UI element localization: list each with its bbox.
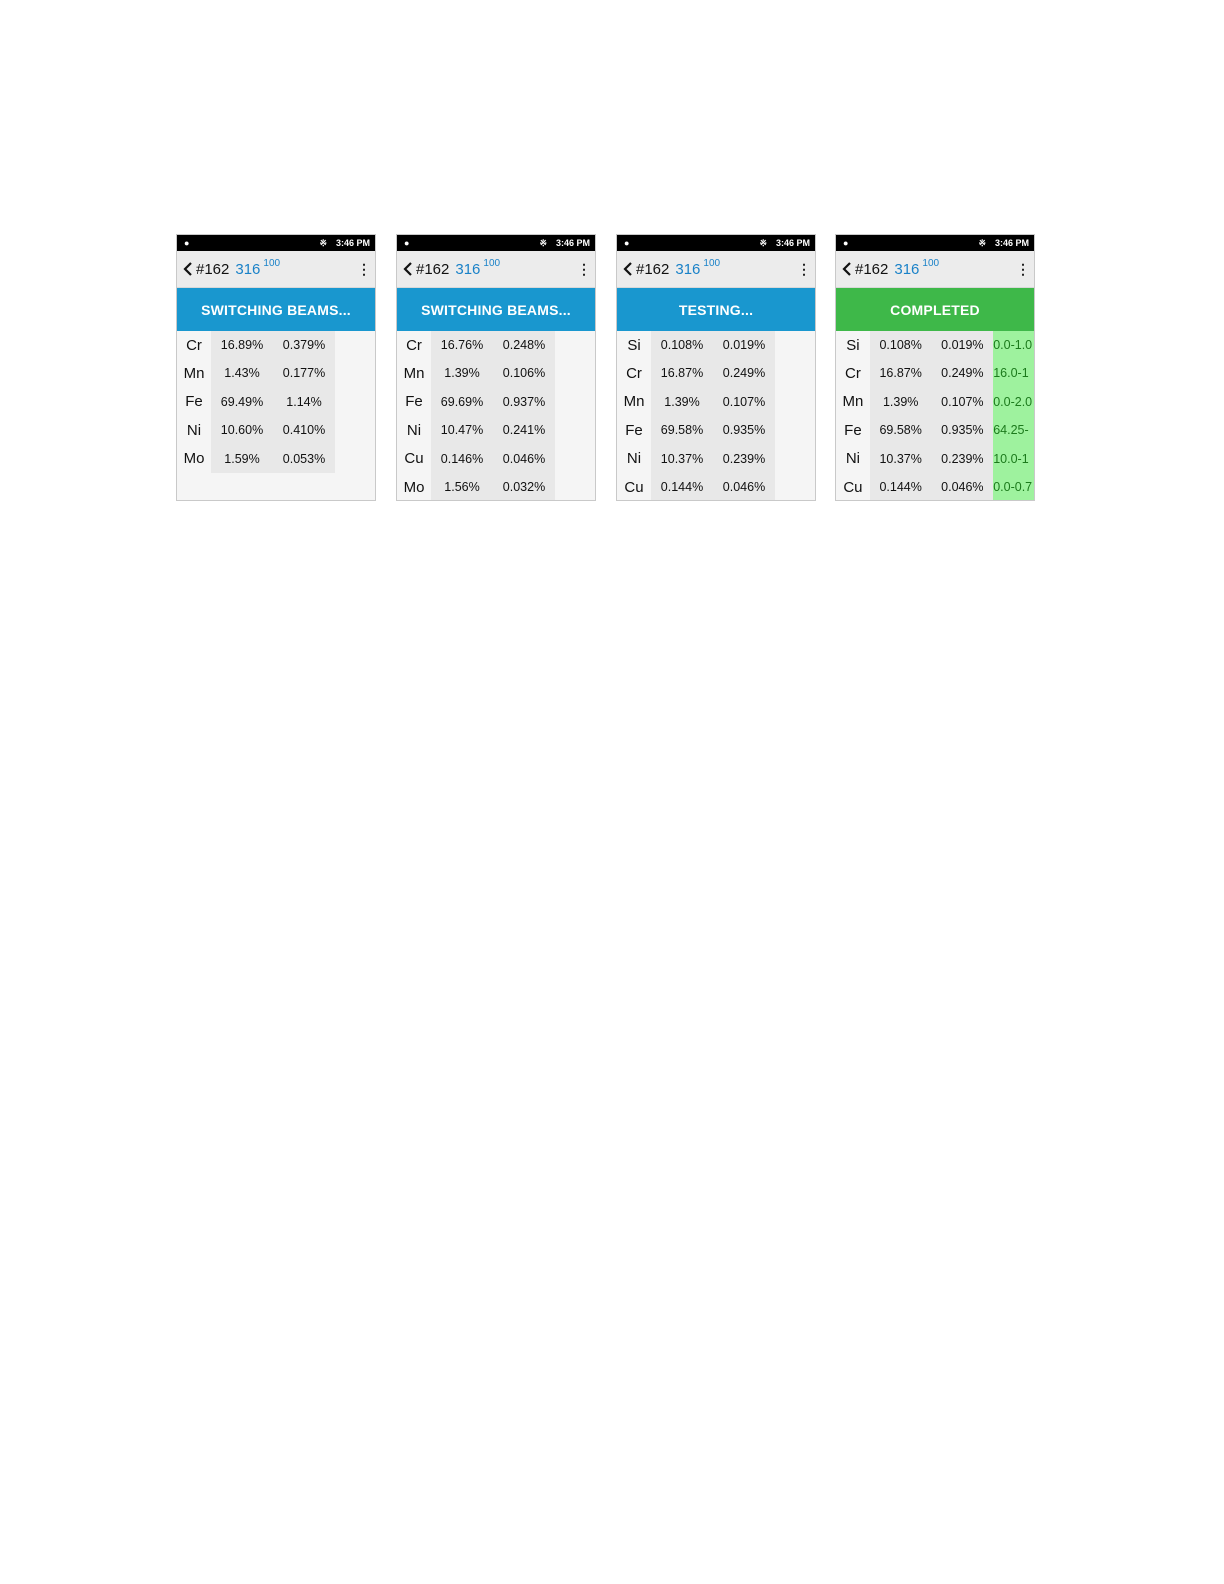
element-symbol: Si: [846, 336, 860, 354]
status-banner: [617, 288, 815, 331]
bluetooth-icon: ※: [978, 237, 986, 248]
status-bar: [397, 235, 595, 251]
error-value: 0.019%: [713, 331, 775, 359]
clock: 3:46 PM: [555, 238, 590, 248]
status-text: TESTING...: [678, 301, 754, 318]
element-symbol: Ni: [186, 421, 202, 439]
notification-icon: ●: [624, 238, 630, 248]
notification-icon: ●: [404, 238, 410, 248]
test-number: #162: [416, 260, 450, 278]
match-number: 100: [703, 257, 721, 269]
grade-name: 316: [675, 260, 701, 278]
table-row: [617, 359, 815, 387]
status-bar: [177, 235, 375, 251]
spec-range: 0.0-1.0: [993, 331, 1034, 359]
concentration: 16.89%: [211, 331, 273, 359]
table-row: [177, 416, 375, 444]
element-symbol: Cr: [845, 365, 861, 383]
spec-range: 10.0-1: [993, 445, 1034, 473]
concentration: 1.39%: [431, 359, 493, 387]
element-symbol: Cu: [843, 478, 863, 496]
concentration: 69.49%: [211, 388, 273, 416]
bluetooth-icon: ※: [759, 237, 767, 248]
bluetooth-icon: ※: [319, 237, 327, 248]
table-row: [397, 359, 595, 387]
concentration: 0.108%: [651, 331, 713, 359]
more-options-icon[interactable]: ⋮: [357, 260, 371, 277]
spec-range: 0.0-2.0: [993, 388, 1034, 416]
element-symbol: Mn: [623, 393, 645, 411]
grade-name: 316: [455, 260, 481, 278]
element-symbol: Si: [627, 336, 641, 354]
spec-range: 0.0-0.7: [993, 473, 1034, 501]
table-row: [177, 331, 375, 359]
table-row: [836, 331, 1034, 359]
concentration: 16.76%: [431, 331, 493, 359]
error-value: 0.019%: [932, 331, 994, 359]
device-screen-3: [616, 234, 816, 501]
element-symbol: Mo: [403, 478, 425, 496]
table-row: [836, 473, 1034, 501]
concentration: 1.39%: [870, 388, 932, 416]
element-symbol: Fe: [405, 393, 423, 411]
table-row: [836, 388, 1034, 416]
match-number: 100: [922, 257, 940, 269]
concentration: 10.37%: [870, 445, 932, 473]
table-row: [177, 445, 375, 473]
results-table: [617, 331, 815, 501]
back-chevron-icon[interactable]: [182, 261, 194, 277]
concentration: 10.47%: [431, 416, 493, 444]
concentration: 16.87%: [870, 359, 932, 387]
status-banner: [177, 288, 375, 331]
status-text: SWITCHING BEAMS...: [201, 301, 351, 318]
spec-range: 16.0-1: [993, 359, 1034, 387]
element-symbol: Cr: [406, 336, 422, 354]
more-options-icon[interactable]: ⋮: [577, 260, 591, 277]
element-symbol: Mn: [842, 393, 864, 411]
error-value: 0.106%: [493, 359, 555, 387]
test-number: #162: [636, 260, 670, 278]
element-symbol: Ni: [626, 450, 642, 468]
concentration: 0.144%: [651, 473, 713, 501]
error-value: 0.046%: [713, 473, 775, 501]
element-symbol: Cr: [186, 336, 202, 354]
error-value: 0.249%: [932, 359, 994, 387]
element-symbol: Fe: [844, 421, 862, 439]
error-value: 0.379%: [273, 331, 335, 359]
table-row: [836, 359, 1034, 387]
app-bar: [617, 251, 815, 288]
table-row: [177, 359, 375, 387]
table-row: [397, 445, 595, 473]
table-row: [397, 331, 595, 359]
app-bar: [836, 251, 1034, 288]
table-row: [177, 388, 375, 416]
concentration: 10.37%: [651, 445, 713, 473]
element-symbol: Mn: [403, 365, 425, 383]
error-value: 0.241%: [493, 416, 555, 444]
grade-name: 316: [235, 260, 261, 278]
concentration: 0.144%: [870, 473, 932, 501]
status-banner: [836, 288, 1034, 331]
bluetooth-icon: ※: [539, 237, 547, 248]
error-value: 0.046%: [932, 473, 994, 501]
error-value: 0.937%: [493, 388, 555, 416]
concentration: 1.39%: [651, 388, 713, 416]
clock: 3:46 PM: [994, 238, 1029, 248]
error-value: 0.249%: [713, 359, 775, 387]
concentration: 69.58%: [651, 416, 713, 444]
back-chevron-icon[interactable]: [841, 261, 853, 277]
device-screen-4: [835, 234, 1035, 501]
clock: 3:46 PM: [775, 238, 810, 248]
error-value: 0.935%: [713, 416, 775, 444]
error-value: 0.032%: [493, 473, 555, 501]
status-text: COMPLETED: [890, 301, 980, 318]
error-value: 0.177%: [273, 359, 335, 387]
table-row: [397, 473, 595, 501]
app-bar: [397, 251, 595, 288]
concentration: 0.108%: [870, 331, 932, 359]
error-value: 0.248%: [493, 331, 555, 359]
clock: 3:46 PM: [335, 238, 370, 248]
element-symbol: Ni: [406, 421, 422, 439]
status-bar: [836, 235, 1034, 251]
notification-icon: ●: [184, 238, 190, 248]
match-number: 100: [263, 257, 281, 269]
status-bar: [617, 235, 815, 251]
element-symbol: Cr: [626, 365, 642, 383]
match-number: 100: [483, 257, 501, 269]
element-symbol: Fe: [185, 393, 203, 411]
error-value: 0.410%: [273, 416, 335, 444]
more-options-icon[interactable]: ⋮: [797, 260, 811, 277]
error-value: 1.14%: [273, 388, 335, 416]
table-row: [836, 416, 1034, 444]
test-number: #162: [196, 260, 230, 278]
concentration: 1.43%: [211, 359, 273, 387]
results-table: [397, 331, 595, 501]
element-symbol: Fe: [625, 421, 643, 439]
concentration: 1.59%: [211, 445, 273, 473]
table-row: [836, 445, 1034, 473]
concentration: 0.146%: [431, 445, 493, 473]
table-row: [617, 331, 815, 359]
test-number: #162: [855, 260, 889, 278]
concentration: 10.60%: [211, 416, 273, 444]
back-chevron-icon[interactable]: [402, 261, 414, 277]
table-row: [617, 445, 815, 473]
more-options-icon[interactable]: ⋮: [1016, 260, 1030, 277]
element-symbol: Ni: [845, 450, 860, 468]
concentration: 69.69%: [431, 388, 493, 416]
notification-icon: ●: [843, 238, 849, 248]
table-row: [617, 416, 815, 444]
element-symbol: Mo: [183, 450, 205, 468]
device-screen-2: [396, 234, 596, 501]
spec-range: 64.25-: [993, 416, 1034, 444]
grade-name: 316: [894, 260, 920, 278]
element-symbol: Cu: [404, 450, 424, 468]
error-value: 0.046%: [493, 445, 555, 473]
error-value: 0.935%: [932, 416, 994, 444]
results-table: [177, 331, 375, 473]
table-row: [617, 388, 815, 416]
table-row: [397, 388, 595, 416]
app-bar: [177, 251, 375, 288]
results-table: [836, 331, 1034, 501]
error-value: 0.239%: [932, 445, 994, 473]
concentration: 1.56%: [431, 473, 493, 501]
element-symbol: Mn: [183, 365, 205, 383]
element-symbol: Cu: [624, 478, 644, 496]
error-value: 0.107%: [713, 388, 775, 416]
status-text: SWITCHING BEAMS...: [421, 301, 571, 318]
error-value: 0.239%: [713, 445, 775, 473]
concentration: 16.87%: [651, 359, 713, 387]
error-value: 0.107%: [932, 388, 994, 416]
status-banner: [397, 288, 595, 331]
table-row: [617, 473, 815, 501]
concentration: 69.58%: [870, 416, 932, 444]
table-row: [397, 416, 595, 444]
back-chevron-icon[interactable]: [622, 261, 634, 277]
error-value: 0.053%: [273, 445, 335, 473]
device-screen-1: [176, 234, 376, 501]
